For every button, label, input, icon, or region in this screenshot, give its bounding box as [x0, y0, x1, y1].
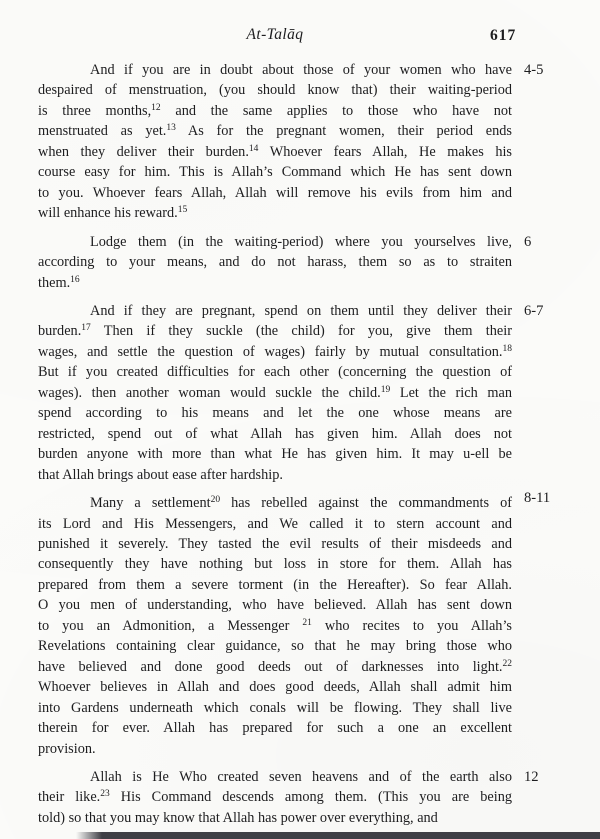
footnote-reference: 19 — [380, 384, 391, 395]
body-paragraph — [38, 301, 544, 485]
text-line: Revelations containing clear guidance, so that he may bring those who — [38, 638, 512, 655]
body-paragraph — [38, 232, 532, 293]
text-line: is three months,$^{12}$ and the same applies to those who have not — [38, 102, 513, 119]
verse-number-label: 6-7 — [524, 302, 544, 319]
text-line: punished it severely. They tasted the evil results of their misdeeds and — [38, 535, 512, 552]
text-line: consequently they have nothing but loss in store for them. Allah has — [38, 556, 512, 573]
text-line: Many a settlement$^{20}$ has rebelled against the commandments of — [90, 495, 512, 512]
verse-number-label: 6 — [524, 233, 532, 250]
text-line: their like.$^{23}$ His Command descends among them. (This you are being — [38, 789, 512, 806]
footnote-reference: 17 — [81, 323, 91, 334]
text-line: provision. — [38, 740, 96, 757]
text-line: menstruated as yet.$^{13}$ As for the pregnant women, their period ends — [38, 123, 512, 140]
text-line: have believed and done good deeds out of darknesses into light.$^{22}$ — [38, 658, 512, 675]
text-line: to you. Whoever fears Allah, Allah will remove his evils from him and — [38, 184, 512, 201]
text-line: according to your means, and do not harass, them so as to straiten — [38, 254, 512, 271]
body-paragraph — [38, 60, 544, 224]
footnote-reference: 16 — [70, 274, 80, 285]
footnote-reference: 20 — [210, 495, 221, 506]
text-line: despaired of menstruation, (you should know that) their waiting-period — [38, 82, 512, 99]
footnote-reference: 13 — [166, 123, 176, 134]
verse-number-label: 4-5 — [524, 62, 544, 78]
text-line: when they deliver their burden.$^{14}$ Whoever fears Allah, He makes his — [38, 143, 512, 160]
body-text — [38, 60, 551, 836]
text-line: But if you created difficulties for each other (concerning the question of — [38, 364, 512, 381]
body-paragraph — [38, 490, 551, 759]
footnote-reference: 12 — [151, 102, 161, 113]
text-line: wages, and settle the question of wages) fairly by mutual consultation.$^{18}$ — [38, 343, 512, 360]
footnote-reference: 22 — [502, 658, 512, 669]
text-line: And if they are pregnant, spend on them until they deliver their — [90, 302, 512, 319]
text-line: burden anyone with more than what He has given him. It may u-ell be — [38, 446, 512, 463]
text-line: restricted, spend out of what Allah has given him. Allah does not — [38, 425, 512, 442]
footnote-reference: 21 — [302, 617, 312, 628]
footnote-reference: 14 — [248, 143, 259, 154]
body-paragraph — [38, 767, 539, 828]
text-line: course easy for him. This is Allah’s Command which He has sent down — [38, 164, 512, 181]
surah-title: At-Talāq — [246, 26, 304, 43]
text-line: will enhance his reward.$^{15}$ — [38, 205, 188, 222]
text-line: its Lord and His Messengers, and We called it to stern account and — [38, 515, 512, 532]
text-line: them.$^{16}$ — [38, 274, 80, 291]
footnote-reference: 18 — [502, 343, 512, 354]
text-line: prepared from them a severe torment (in the Hereafter). So fear Allah. — [38, 576, 512, 593]
text-line: burden.$^{17}$ Then if they suckle (the child) for you, give them their — [38, 323, 512, 340]
text-line: to you an Admonition, a Messenger $^{21}$ who recites to you Allah’s — [38, 617, 512, 634]
footnote-reference: 15 — [177, 205, 188, 216]
text-line: Allah is He Who created seven heavens and of the earth also — [90, 768, 512, 785]
scan-edge-artifact — [76, 832, 600, 839]
text-line: therein for ever. Allah has prepared for such a one an excellent — [38, 720, 512, 737]
text-line: told) so that you may know that Allah has power over everything, and — [38, 809, 438, 826]
verse-number-label: 12 — [524, 768, 539, 785]
page-header — [38, 26, 512, 48]
text-line: Lodge them (in the waiting-period) where you yourselves live, — [90, 233, 512, 250]
text-line: And if you are in doubt about those of your women who have — [90, 62, 512, 78]
text-line: that Allah brings about ease after hardship. — [38, 466, 283, 483]
text-line: wages). then another woman would suckle the child.$^{19}$ Let the rich man — [38, 384, 512, 401]
verse-number-label: 8-11 — [524, 490, 551, 507]
text-line: O you men of understanding, who have believed. Allah has sent down — [38, 597, 512, 614]
text-line: spend according to his means and let the one whose means are — [38, 405, 512, 422]
footnote-reference: 23 — [100, 789, 110, 800]
text-line: into Gardens underneath which conals will be flowing. They shall live — [38, 699, 512, 716]
page-number: 617 — [490, 27, 517, 44]
text-line: Whoever believes in Allah and does good deeds, Allah shall admit him — [38, 679, 512, 696]
